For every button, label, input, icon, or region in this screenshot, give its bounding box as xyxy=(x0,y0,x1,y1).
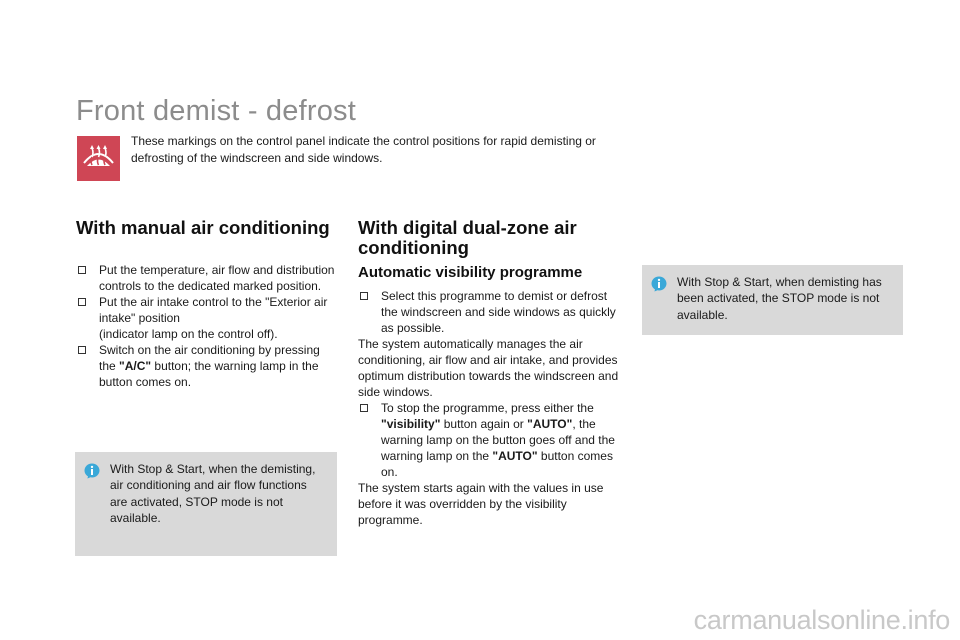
bullet-text: Put the temperature, air flow and distribution controls to the dedicated marked position. xyxy=(99,263,335,293)
watermark: carmanualsonline.info xyxy=(693,605,950,635)
page-title: Front demist - defrost xyxy=(76,95,356,127)
intro-text: These markings on the control panel indicate the control positions for rapid demisting or defrosting of the windscreen and side windows. xyxy=(131,134,596,165)
checkbox-icon xyxy=(78,346,86,354)
visibility-button-label: "visibility" xyxy=(381,417,441,431)
paragraph: The system starts again with the values in use before it was overridden by the visibility programme. xyxy=(358,481,604,527)
info-text: With Stop & Start, when the demisting, air conditioning and air flow functions are activated, STOP mode is not available. xyxy=(110,462,316,525)
info-icon xyxy=(651,276,667,292)
info-icon xyxy=(84,463,100,479)
bullet-text: To stop the programme, press either the xyxy=(381,401,594,415)
checkbox-icon xyxy=(78,266,86,274)
info-box-side xyxy=(642,265,903,335)
bullet-text: button comes on. xyxy=(381,449,613,479)
manual-ac-column xyxy=(76,262,338,390)
bullet-text: Switch on the air conditioning by pressing the xyxy=(99,343,320,373)
auto-button-label: "AUTO" xyxy=(527,417,573,431)
visibility-programme-heading: Automatic visibility programme xyxy=(358,264,583,281)
paragraph: The system automatically manages the air conditioning, air flow and air intake, and provides optimum distribution towards the windscreen and side windows. xyxy=(358,337,619,399)
bullet-text: Select this programme to demist or defrost the windscreen and side windows as quickly as possible. xyxy=(381,289,616,335)
bullet-text: (indicator lamp on the control off). xyxy=(99,327,278,341)
manual-ac-heading: With manual air conditioning xyxy=(76,217,330,238)
bullet-text: button again or xyxy=(440,417,528,431)
info-box-manual xyxy=(75,452,337,556)
front-defrost-icon xyxy=(77,136,120,181)
list-item xyxy=(76,294,338,342)
checkbox-icon xyxy=(78,298,86,306)
auto-button-label: "AUTO" xyxy=(492,449,538,463)
digital-ac-heading: With digital dual-zone air conditioning xyxy=(358,217,577,258)
digital-ac-column xyxy=(358,288,620,528)
list-item xyxy=(358,400,620,480)
list-item xyxy=(358,288,620,336)
checkbox-icon xyxy=(360,292,368,300)
ac-button-label: "A/C" xyxy=(119,359,152,373)
list-item xyxy=(76,262,338,294)
checkbox-icon xyxy=(360,404,368,412)
bullet-text: , the warning lamp on the button goes off and the warning lamp on the xyxy=(381,417,615,463)
bullet-text: Put the air intake control to the "Exterior air intake" position xyxy=(99,295,328,325)
list-item xyxy=(76,342,338,390)
info-text: With Stop & Start, when demisting has been activated, the STOP mode is not available. xyxy=(677,275,882,322)
bullet-text: button; the warning lamp in the button comes on. xyxy=(99,359,319,389)
